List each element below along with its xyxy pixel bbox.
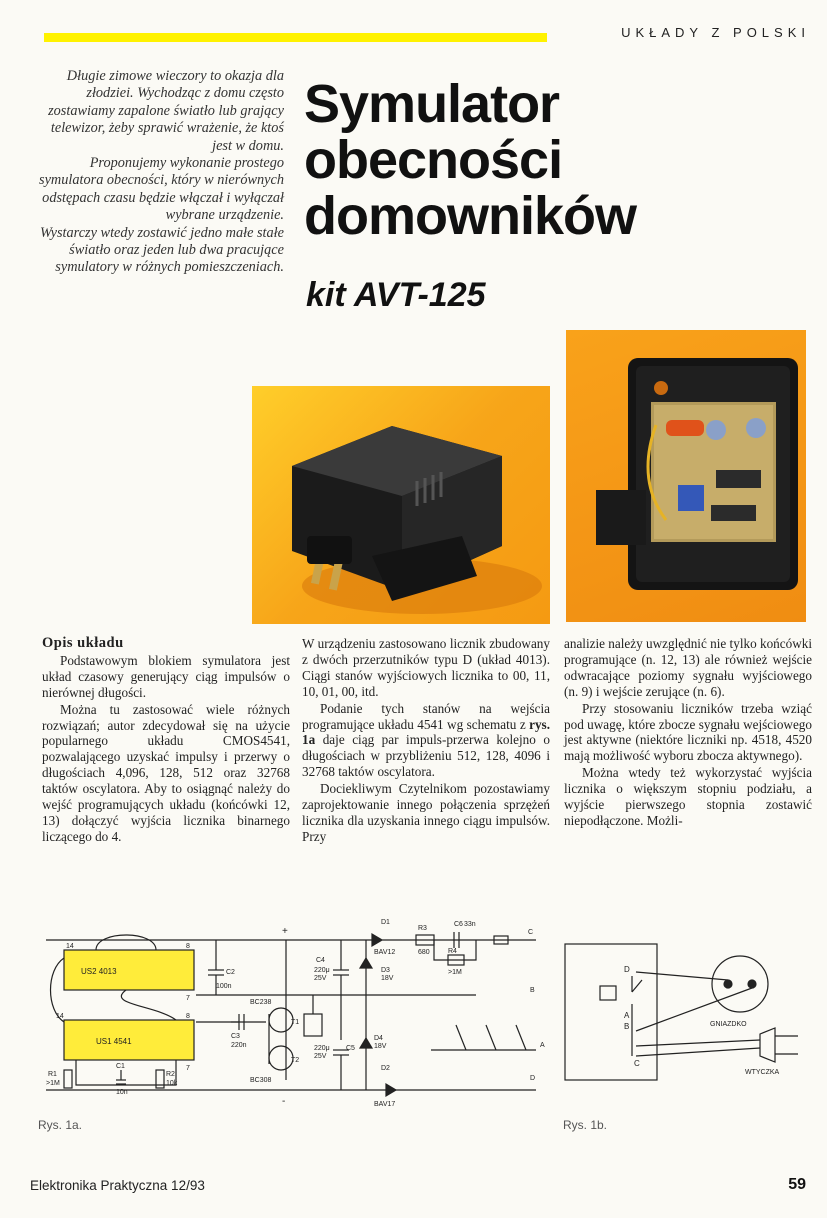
node-label: B	[624, 1022, 630, 1031]
paragraph: W urządzeniu zastosowano licznik zbudowany z dwóch przerzutników typu D (układ 4013). Ciągi stanów wyjściowych licznika to 00, 11, 10, 01, 00, itd.	[302, 636, 550, 699]
pin-label: 14	[56, 1013, 64, 1020]
paragraph: analizie należy uwzględnić nie tylko końcówki programujące (n. 12, 13) ale również wejście odwracające poziomy sygnału wyjściowego (n. 9) i wejście zerujące (n. 6).	[564, 636, 812, 699]
component-label: D2	[381, 1065, 390, 1072]
title-line: Symulator	[304, 74, 560, 134]
component-label: R4	[448, 948, 457, 955]
article-title	[304, 76, 734, 244]
component-value: 33n	[464, 921, 476, 928]
page-number: 59	[788, 1176, 806, 1193]
component-label: R1	[48, 1071, 57, 1078]
photo-open-box-pcb	[566, 330, 806, 622]
component-label: C3	[231, 1033, 240, 1040]
section-label: UKŁADY Z POLSKI	[621, 25, 810, 40]
component-value: >1M	[448, 969, 462, 976]
article-column-1	[42, 636, 290, 846]
component-label: C1	[116, 1063, 125, 1070]
plug-label: WTYCZKA	[745, 1069, 780, 1076]
component-label: D4	[374, 1035, 383, 1042]
component-label: C4	[316, 957, 325, 964]
minus-terminal: -	[282, 1096, 286, 1107]
component-label: BC308	[250, 1077, 272, 1084]
article-column-2	[302, 636, 550, 846]
intro-paragraph: Wystarczy wtedy zostawić jedno małe stałe światło oraz jeden lub dwa pracujące symulatory w różnych pomieszczeniach.	[40, 224, 284, 276]
component-value: 25V	[314, 975, 327, 982]
title-line: domowników	[304, 186, 636, 246]
pin-label: 8	[186, 943, 190, 950]
node-label: B	[530, 987, 535, 994]
component-label: R3	[418, 925, 427, 932]
pin-label: 7	[186, 995, 190, 1002]
node-label: D	[530, 1075, 536, 1082]
node-label: C	[634, 1059, 640, 1068]
schematic-1a	[36, 910, 556, 1110]
photo-adapter-housing	[252, 386, 550, 624]
paragraph: Można wtedy też wykorzystać wyjścia licznika o większym stopniu podziału, a wyjście pierwszego stopnia zostawić niepodłączone. Możli-	[564, 765, 812, 828]
component-label: C5	[346, 1045, 355, 1052]
component-label: D3	[381, 967, 390, 974]
component-label: R2	[166, 1071, 175, 1078]
component-value: 10k	[166, 1080, 178, 1087]
ic-us2-label: US2 4013	[81, 967, 117, 976]
component-label: T1	[291, 1019, 300, 1026]
component-value: 18V	[381, 975, 394, 982]
component-label: T2	[291, 1057, 300, 1064]
component-label: C2	[226, 969, 235, 976]
intro-lead	[30, 68, 284, 277]
figure-reference: rys. 1a	[302, 716, 550, 748]
component-value: 220μ	[314, 1045, 330, 1052]
component-value: 10n	[116, 1089, 128, 1096]
node-label: C	[528, 929, 534, 936]
pin-label: 8	[186, 1013, 190, 1020]
paragraph: Dociekliwym Czytelnikom pozostawiamy zaprojektowanie innego połączenia sprzężeń licznika dla uzyskania innego ciągu impulsów. Przy	[302, 781, 550, 844]
footer-publication: Elektronika Praktyczna 12/93	[30, 1178, 205, 1193]
section-heading: Opis układu	[42, 635, 124, 651]
paragraph: Można tu zastosować wiele różnych rozwiązań; autor zdecydował się na użycie popularnego układu CMOS4541, pozwalającego uzyskać impulsy i przerwy o długościach 4,096, 128, 512 oraz 32768 taktów oscylatora. Aby to osiągnąć należy do wejść programujących układu (końcówki 12, 13) dołączyć wyjścia licznika binarnego liczącego do 4.	[42, 701, 290, 844]
article-column-3	[564, 636, 812, 830]
article-subtitle: kit AVT-125	[306, 276, 486, 314]
paragraph: Przy stosowaniu liczników trzeba wziąć pod uwagę, które zbocze sygnału wejściowego jest aktywne (niektóre liczniki np. 4518, 4520 mają możliwość wyboru zbocza aktywnego).	[564, 700, 812, 764]
title-line: obecności	[304, 130, 563, 190]
component-label: D1	[381, 919, 390, 926]
component-value: BAV17	[374, 1101, 396, 1108]
component-value: 25V	[314, 1053, 327, 1060]
component-label: BC238	[250, 999, 272, 1006]
intro-paragraph: Długie zimowe wieczory to okazja dla złodziei. Wychodząc z domu często zostawiamy zapalone światło lub grający telewizor, żeby sprawić wrażenie, że ktoś jest w domu.	[48, 68, 284, 154]
header-accent-bar	[44, 33, 547, 42]
text-run: Podanie tych stanów na wejścia programujące układu 4541 wg schematu z	[302, 700, 550, 732]
component-value: 18V	[374, 1043, 387, 1050]
paragraph	[302, 701, 550, 781]
pin-label: 14	[66, 943, 74, 950]
plus-terminal: +	[282, 926, 288, 937]
component-value: BAV12	[374, 949, 396, 956]
node-label: A	[624, 1011, 630, 1020]
paragraph: Podstawowym blokiem symulatora jest układ czasowy generujący ciąg impulsów o nierównej długości.	[42, 652, 290, 700]
component-value: 220μ	[314, 967, 330, 974]
adapter-illustration	[252, 386, 550, 624]
node-label: A	[540, 1042, 545, 1049]
pcb-illustration	[566, 330, 806, 622]
figure-caption: Rys. 1a.	[38, 1118, 83, 1132]
component-value: >1M	[46, 1080, 60, 1087]
intro-paragraph: Proponujemy wykonanie prostego symulatora obecności, który w nierównych odstępach czasu będzie włączał i wyłączał wybrane urządzenie.	[39, 155, 284, 224]
component-label: C6	[454, 921, 463, 928]
figure-caption: Rys. 1b.	[563, 1118, 608, 1132]
component-value: 100n	[216, 983, 232, 990]
component-value: 220n	[231, 1042, 247, 1049]
ic-us1-label: US1 4541	[96, 1037, 132, 1046]
pin-label: 7	[186, 1065, 190, 1072]
text-run: daje ciąg par impuls-przerwa kolejno o długościach w przybliżeniu 512, 128, 4096 i 32768 taktów oscylatora.	[302, 732, 550, 780]
socket-label: GNIAZDKO	[710, 1021, 747, 1028]
node-label: D	[624, 965, 630, 974]
component-value: 680	[418, 949, 430, 956]
schematic-1b	[560, 936, 810, 1086]
